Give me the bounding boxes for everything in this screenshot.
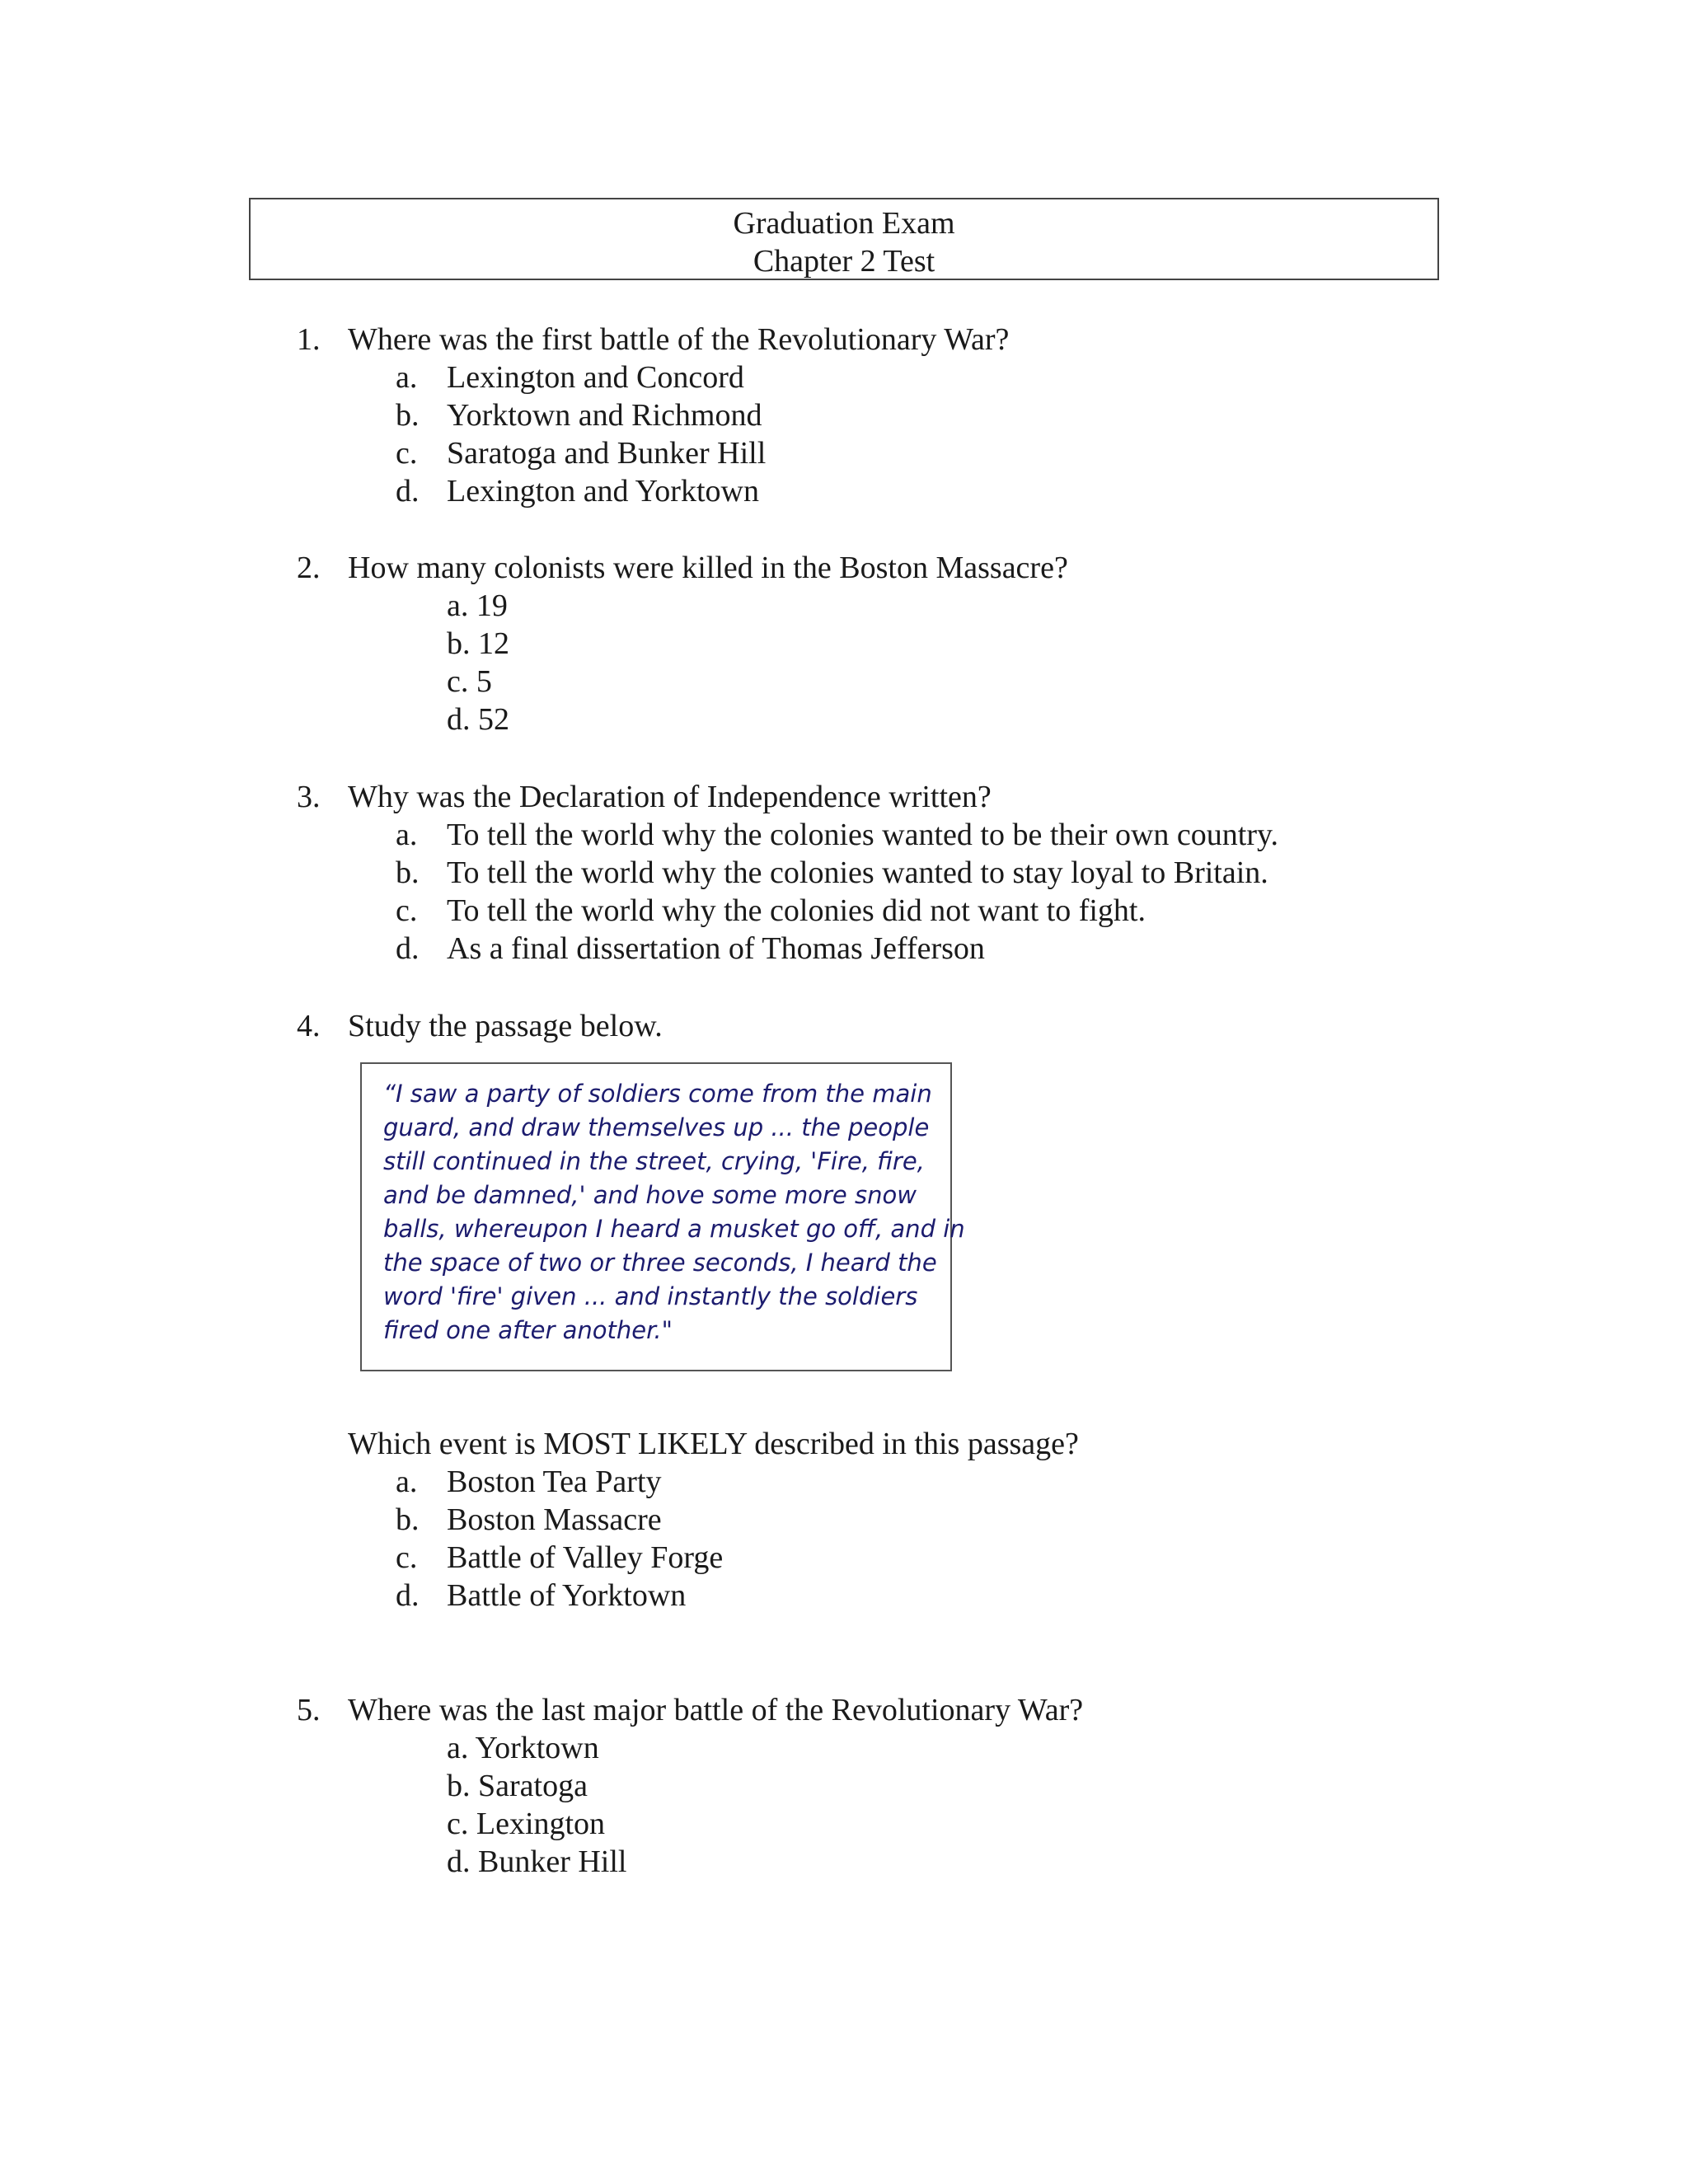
answer-option [0,1843,1688,1881]
answer-option [0,625,1688,663]
question-number: 3. [297,780,321,814]
answer-option [0,1463,1688,1501]
option-letter: c. [396,436,418,471]
option-text: Boston Tea Party [447,1465,662,1499]
answer-option [0,930,1688,968]
exam-title: Graduation Exam [733,206,955,241]
option-text: Battle of Yorktown [447,1578,687,1613]
option-text: Lexington and Yorktown [447,474,759,509]
answer-option [0,816,1688,854]
exam-subtitle: Chapter 2 Test [753,244,935,279]
answer-option [0,359,1688,396]
option-text: Yorktown and Richmond [447,398,762,433]
question-text: Where was the first battle of the Revolutionary War? [348,322,1010,357]
passage-line: guard, and draw themselves up ... the people [383,1113,930,1141]
option-text: b. Saratoga [447,1769,588,1803]
option-letter: c. [396,1540,418,1575]
option-text: a. Yorktown [447,1731,599,1765]
answer-option [0,1501,1688,1539]
option-text: d. 52 [447,702,509,737]
question-3 [0,778,1688,968]
passage-line: word 'fire' given ... and instantly the soldiers [383,1282,918,1310]
question-text: Study the passage below. [348,1009,663,1043]
option-letter: b. [396,1502,420,1537]
answer-option [0,663,1688,701]
question-number: 4. [297,1009,321,1043]
option-letter: a. [396,1465,418,1499]
option-text: c. Lexington [447,1807,606,1841]
answer-option [0,434,1688,472]
option-text: Saratoga and Bunker Hill [447,436,767,471]
question-text: How many colonists were killed in the Boston Massacre? [348,551,1068,585]
answer-option [0,892,1688,930]
passage-line: the space of two or three seconds, I heard the [383,1249,937,1277]
option-letter: b. [396,855,420,890]
option-letter: a. [396,360,418,395]
option-text: As a final dissertation of Thomas Jefferson [447,931,985,966]
answer-option [0,701,1688,738]
answer-option [0,396,1688,434]
answer-option [0,1539,1688,1577]
option-text: b. 12 [447,626,509,661]
answer-option [0,1767,1688,1805]
question-1 [0,321,1688,510]
question-text: Where was the last major battle of the Revolutionary War? [348,1693,1084,1727]
passage-line: fired one after another." [383,1316,673,1344]
option-text: a. 19 [447,588,508,623]
option-text: To tell the world why the colonies wanted to be their own country. [447,818,1279,852]
option-letter: c. [396,893,418,928]
option-letter: d. [396,474,420,509]
answer-option [0,472,1688,510]
option-letter: d. [396,931,420,966]
question-5 [0,1691,1688,1881]
option-text: c. 5 [447,664,492,699]
question-number: 1. [297,322,321,357]
question-2 [0,549,1688,738]
subquestion-text: Which event is MOST LIKELY described in this passage? [348,1427,1079,1461]
option-text: Boston Massacre [447,1502,662,1537]
question-4-followup [0,1425,1688,1615]
question-4 [0,1007,1688,1045]
passage-line: balls, whereupon I heard a musket go off, and in [383,1215,965,1243]
option-text: To tell the world why the colonies wanted to stay loyal to Britain. [447,855,1268,890]
answer-option [0,1577,1688,1615]
answer-option [0,1729,1688,1767]
question-text: Why was the Declaration of Independence written? [348,780,992,814]
option-text: d. Bunker Hill [447,1844,627,1879]
option-letter: a. [396,818,418,852]
option-text: Battle of Valley Forge [447,1540,724,1575]
passage-line: and be damned,' and hove some more snow [383,1181,917,1209]
option-letter: b. [396,398,420,433]
passage-box [360,1062,965,1371]
option-text: Lexington and Concord [447,360,744,395]
answer-option [0,854,1688,892]
exam-title-box [249,198,1439,280]
answer-option [0,1805,1688,1843]
answer-option [0,587,1688,625]
option-letter: d. [396,1578,420,1613]
option-text: To tell the world why the colonies did not want to fight. [447,893,1146,928]
question-number: 5. [297,1693,321,1727]
passage-line: still continued in the street, crying, 'Fire, fire, [383,1147,925,1175]
passage-line: “I saw a party of soldiers come from the main [383,1080,932,1108]
question-number: 2. [297,551,321,585]
